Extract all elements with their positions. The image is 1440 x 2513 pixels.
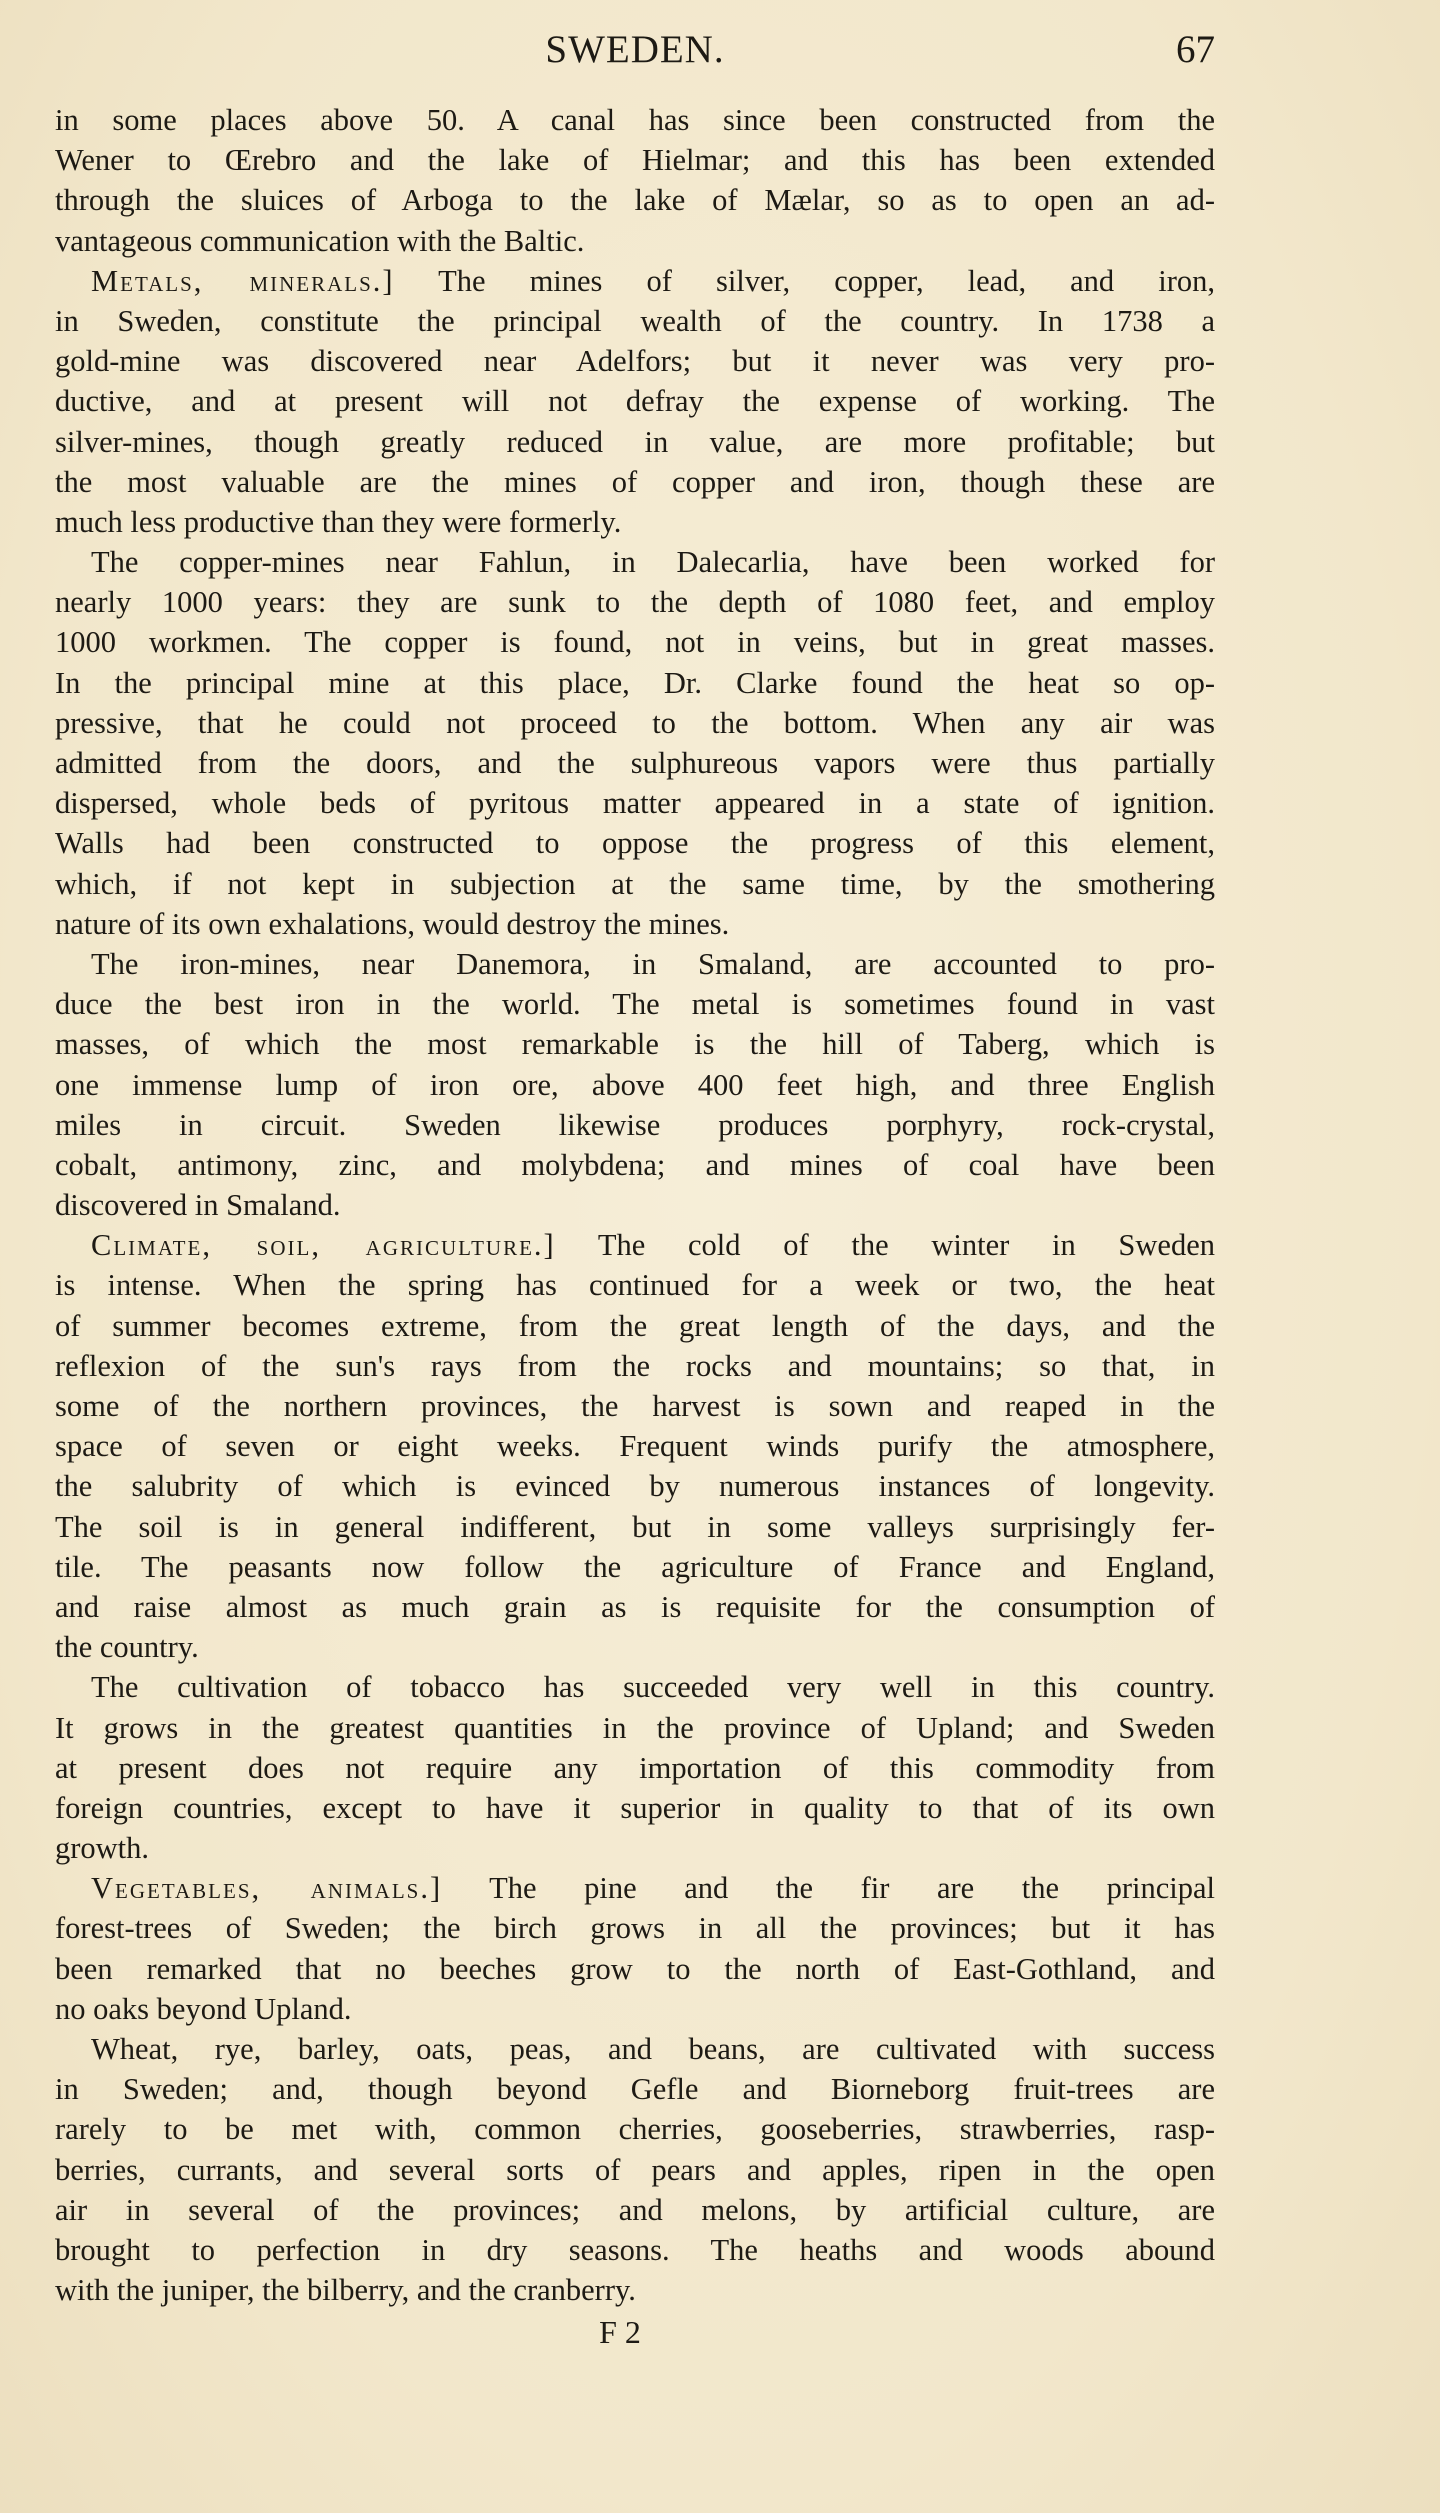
line-text: It grows in the greatest quantities in the province of Upland; and Sweden <box>55 1710 1215 1745</box>
text-line <box>55 944 1215 984</box>
line-text: masses, of which the most remarkable is the hill of Taberg, which is <box>55 1027 1215 1062</box>
text-line <box>55 2109 1215 2149</box>
line-text: of summer becomes extreme, from the great length of the days, and the <box>55 1308 1215 1343</box>
line-text: growth. <box>55 1831 150 1866</box>
line-text: in Sweden; and, though beyond Gefle and Biorneborg fruit-trees are <box>55 2072 1215 2107</box>
section-heading: Metals, minerals.] <box>91 263 395 298</box>
text-line <box>55 1949 1215 1989</box>
text-line <box>55 1185 1215 1225</box>
line-text: been remarked that no beeches grow to the north of East-Gothland, and <box>55 1951 1215 1986</box>
line-text: The soil is in general indifferent, but in some valleys surprisingly fer- <box>55 1509 1215 1544</box>
line-text: cobalt, antimony, zinc, and molybdena; and mines of coal have been <box>55 1147 1215 1182</box>
line-text: one immense lump of iron ore, above 400 feet high, and three English <box>55 1067 1215 1102</box>
line-text: The cultivation of tobacco has succeeded very well in this country. <box>91 1670 1215 1705</box>
line-text: The mines of silver, copper, lead, and iron, <box>438 263 1215 298</box>
line-text: berries, currants, and several sorts of pears and apples, ripen in the open <box>55 2152 1215 2187</box>
text-line <box>55 180 1215 220</box>
text-line <box>55 1788 1215 1828</box>
paragraph <box>55 2029 1215 2310</box>
text-line <box>55 502 1215 542</box>
body-text <box>55 100 1215 2352</box>
line-text: at present does not require any importation of this commodity from <box>55 1750 1215 1785</box>
paragraph <box>55 1868 1215 2029</box>
text-line <box>55 1225 1215 1265</box>
line-text: and raise almost as much grain as is requisite for the consumption of <box>55 1589 1215 1624</box>
text-line <box>55 2069 1215 2109</box>
line-text: gold-mine was discovered near Adelfors; but it never was very pro- <box>55 344 1215 379</box>
text-line <box>55 381 1215 421</box>
line-text: foreign countries, except to have it superior in quality to that of its own <box>55 1790 1215 1825</box>
text-line <box>55 261 1215 301</box>
text-line <box>55 904 1215 944</box>
text-line <box>55 1627 1215 1667</box>
text-line <box>55 703 1215 743</box>
text-line <box>55 622 1215 662</box>
text-line <box>55 1105 1215 1145</box>
text-line <box>55 1748 1215 1788</box>
running-head: SWEDEN. <box>545 28 725 71</box>
text-line <box>55 1587 1215 1627</box>
line-text: dispersed, whole beds of pyritous matter appeared in a state of ignition. <box>55 786 1215 821</box>
text-line <box>55 1024 1215 1064</box>
text-line <box>55 301 1215 341</box>
text-line <box>55 2190 1215 2230</box>
text-line <box>55 341 1215 381</box>
paragraph <box>55 261 1215 542</box>
line-text: The copper-mines near Fahlun, in Dalecarlia, have been worked for <box>91 545 1215 580</box>
text-line <box>55 582 1215 622</box>
text-line <box>55 743 1215 783</box>
line-text: the salubrity of which is evinced by numerous instances of longevity. <box>55 1469 1215 1504</box>
text-line <box>55 663 1215 703</box>
line-text: space of seven or eight weeks. Frequent winds purify the atmosphere, <box>55 1429 1215 1464</box>
text-line <box>55 864 1215 904</box>
line-text: in Sweden, constitute the principal wealth of the country. In 1738 a <box>55 303 1215 338</box>
line-text: much less productive than they were formerly. <box>55 504 622 539</box>
text-line <box>55 783 1215 823</box>
page-number: 67 <box>1176 28 1215 71</box>
text-line <box>55 140 1215 180</box>
text-line <box>55 823 1215 863</box>
line-text: The iron-mines, near Danemora, in Smaland, are accounted to pro- <box>91 946 1215 981</box>
line-text: air in several of the provinces; and melons, by artificial culture, are <box>55 2192 1215 2227</box>
text-line <box>55 2230 1215 2270</box>
text-line <box>55 1667 1215 1707</box>
paragraph <box>55 100 1215 261</box>
text-line <box>55 1507 1215 1547</box>
line-text: 1000 workmen. The copper is found, not in veins, but in great masses. <box>55 625 1215 660</box>
line-text: nearly 1000 years: they are sunk to the depth of 1080 feet, and employ <box>55 585 1215 620</box>
line-text: the country. <box>55 1630 199 1665</box>
line-text: silver-mines, though greatly reduced in value, are more profitable; but <box>55 424 1215 459</box>
line-text: with the juniper, the bilberry, and the cranberry. <box>55 2273 636 2308</box>
paragraph <box>55 1225 1215 1667</box>
text-line <box>55 422 1215 462</box>
text-line <box>55 1868 1215 1908</box>
line-text: rarely to be met with, common cherries, gooseberries, strawberries, rasp- <box>55 2112 1215 2147</box>
line-text: is intense. When the spring has continued for a week or two, the heat <box>55 1268 1215 1303</box>
line-text: duce the best iron in the world. The metal is sometimes found in vast <box>55 987 1215 1022</box>
text-line <box>55 1306 1215 1346</box>
line-text: brought to perfection in dry seasons. The heaths and woods abound <box>55 2232 1215 2267</box>
line-text: In the principal mine at this place, Dr. Clarke found the heat so op- <box>55 665 1215 700</box>
line-text: through the sluices of Arboga to the lake of Mælar, so as to open an ad- <box>55 183 1215 218</box>
text-line <box>55 1828 1215 1868</box>
line-text: reflexion of the sun's rays from the rocks and mountains; so that, in <box>55 1348 1215 1383</box>
paragraph <box>55 542 1215 944</box>
text-line <box>55 2270 1215 2310</box>
text-line <box>55 1426 1215 1466</box>
text-line <box>55 1346 1215 1386</box>
text-line <box>55 100 1215 140</box>
text-line <box>55 1145 1215 1185</box>
paragraph <box>55 944 1215 1225</box>
line-text: in some places above 50. A canal has since been constructed from the <box>55 103 1215 137</box>
line-text: Wener to Œrebro and the lake of Hielmar; and this has been extended <box>55 143 1215 178</box>
text-line <box>55 1708 1215 1748</box>
text-line <box>55 221 1215 261</box>
line-text: admitted from the doors, and the sulphureous vapors were thus partially <box>55 746 1215 780</box>
text-line <box>55 1989 1215 2029</box>
line-text: the most valuable are the mines of copper and iron, though these are <box>55 464 1215 499</box>
line-text: some of the northern provinces, the harvest is sown and reaped in the <box>55 1389 1215 1423</box>
text-line <box>55 1466 1215 1506</box>
text-line <box>55 1265 1215 1305</box>
text-line <box>55 984 1215 1024</box>
text-line <box>55 1908 1215 1948</box>
text-line <box>55 2150 1215 2190</box>
page-header <box>55 20 1215 80</box>
line-text: nature of its own exhalations, would destroy the mines. <box>55 906 730 941</box>
signature-mark: F 2 <box>599 2314 641 2351</box>
line-text: no oaks beyond Upland. <box>55 1991 352 2026</box>
line-text: vantageous communication with the Baltic. <box>55 223 585 258</box>
line-text: The cold of the winter in Sweden <box>597 1228 1215 1263</box>
line-text: pressive, that he could not proceed to the bottom. When any air was <box>55 705 1215 740</box>
line-text: Walls had been constructed to oppose the progress of this element, <box>55 826 1215 861</box>
line-text: tile. The peasants now follow the agriculture of France and England, <box>55 1549 1215 1584</box>
section-heading: Vegetables, animals.] <box>91 1871 443 1906</box>
line-text: discovered in Smaland. <box>55 1188 341 1223</box>
text-line <box>55 2029 1215 2069</box>
line-text: which, if not kept in subjection at the same time, by the smothering <box>55 866 1215 901</box>
paragraph <box>55 1667 1215 1868</box>
text-line <box>55 1386 1215 1426</box>
line-text: The pine and the fir are the principal <box>489 1871 1215 1906</box>
text-line <box>55 542 1215 582</box>
line-text: Wheat, rye, barley, oats, peas, and beans, are cultivated with success <box>91 2032 1215 2066</box>
text-line <box>55 1547 1215 1587</box>
section-heading: Climate, soil, agriculture.] <box>91 1228 556 1263</box>
line-text: miles in circuit. Sweden likewise produces porphyry, rock-crystal, <box>55 1107 1215 1142</box>
text-line <box>55 1065 1215 1105</box>
line-text: forest-trees of Sweden; the birch grows in all the provinces; but it has <box>55 1911 1215 1946</box>
line-text: ductive, and at present will not defray the expense of working. The <box>55 384 1215 419</box>
text-line <box>55 462 1215 502</box>
